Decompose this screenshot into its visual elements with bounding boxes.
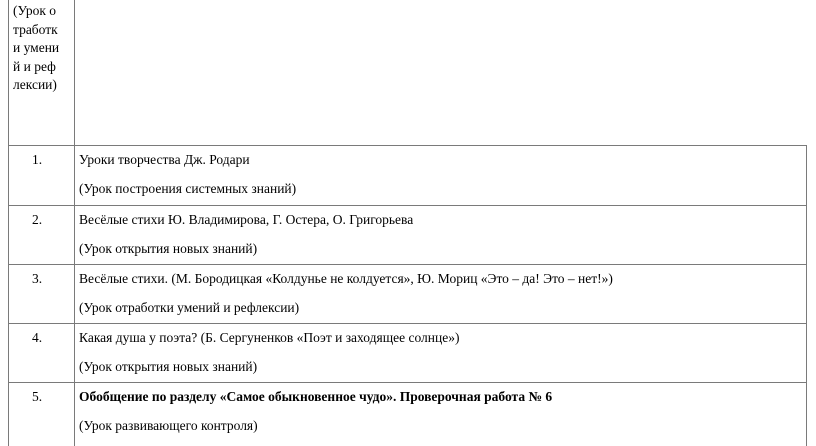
- row-number: 5.: [31, 389, 43, 404]
- row-number: 4.: [31, 330, 43, 345]
- table-row: [0, 205, 806, 264]
- lesson-title: Обобщение по разделу «Самое обыкновенное чудо». Проверочная работа № 6: [79, 389, 553, 404]
- lesson-title: Какая душа у поэта? (Б. Сергуненков «Поэт и заходящее солнце»): [79, 330, 460, 345]
- lesson-type: (Урок построения системных знаний): [79, 181, 297, 196]
- row-number: 1.: [31, 152, 43, 167]
- continued-lesson-type-cell: (Урок отработки умений и рефлексии): [13, 3, 60, 92]
- lesson-title: Уроки творчества Дж. Родари: [79, 152, 250, 167]
- table-row: [0, 264, 806, 323]
- lesson-type: (Урок развивающего контроля): [79, 418, 258, 433]
- row-number: 3.: [31, 271, 43, 286]
- table-row: [0, 323, 806, 382]
- lesson-type: (Урок отработки умений и рефлексии): [79, 300, 300, 315]
- lesson-title: Весёлые стихи. (М. Бородицкая «Колдунье не колдуется», Ю. Мориц «Это – да! Это – нет!»): [79, 271, 613, 286]
- lesson-type: (Урок открытия новых знаний): [79, 359, 258, 374]
- table-right-border: [806, 145, 807, 446]
- lesson-title: Весёлые стихи Ю. Владимирова, Г. Остера, О. Григорьева: [79, 212, 414, 227]
- lesson-type: (Урок открытия новых знаний): [79, 241, 258, 256]
- table-row: [0, 145, 806, 205]
- row-number: 2.: [31, 212, 43, 227]
- table-row: [0, 382, 806, 446]
